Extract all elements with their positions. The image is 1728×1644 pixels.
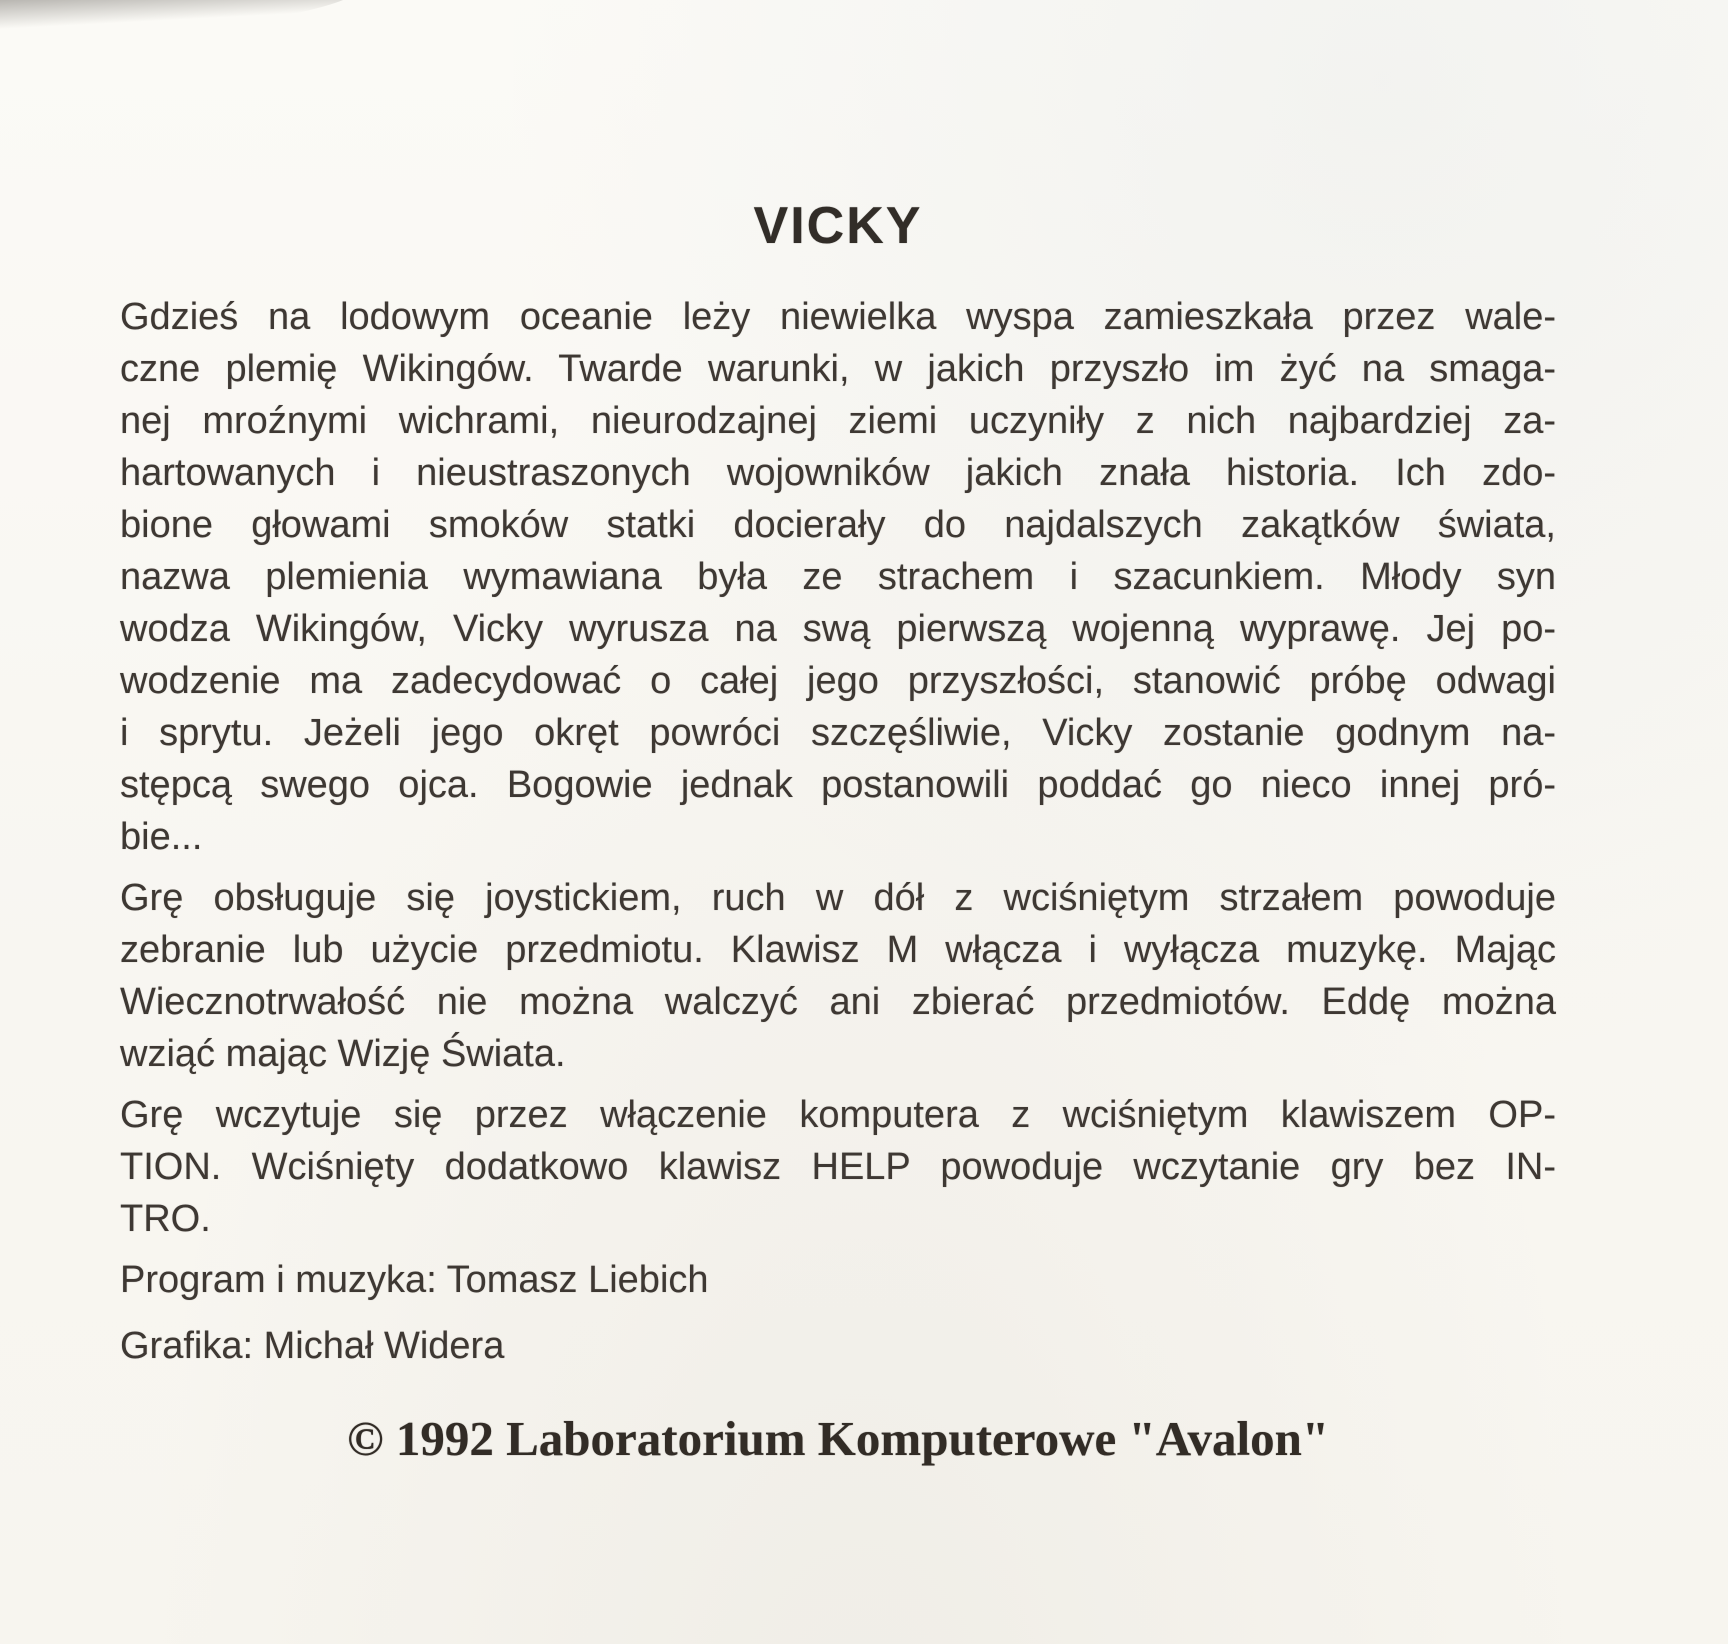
credit-line: Grafika: Michał Widera [120, 1325, 505, 1367]
text-line: TION. Wciśnięty dodatkowo klawisz HELP powoduje wczytanie gry bez IN- [120, 1146, 1556, 1188]
text-line: wodza Wikingów, Vicky wyrusza na swą pierwszą wojenną wyprawę. Jej po- [120, 608, 1556, 650]
credit-line: Program i muzyka: Tomasz Liebich [120, 1259, 709, 1301]
credits [120, 1254, 1556, 1372]
text-line: hartowanych i nieustraszonych wojowników jakich znała historia. Ich zdo- [120, 452, 1556, 494]
text-line: Grę wczytuje się przez włączenie komputera z wciśniętym klawiszem OP- [120, 1094, 1556, 1136]
text-line: zebranie lub użycie przedmiotu. Klawisz M włącza i wyłącza muzykę. Mając [120, 929, 1556, 971]
text-line: bie... [120, 816, 203, 858]
copyright-footer: © 1992 Laboratorium Komputerowe "Avalon" [346, 1411, 1330, 1466]
text-line: wziąć mając Wizję Świata. [120, 1033, 566, 1075]
paragraph [120, 291, 1556, 863]
text-line: TRO. [120, 1198, 211, 1240]
scan-artifact-corner [0, 0, 361, 47]
text-line: Grę obsługuje się joystickiem, ruch w dół z wciśniętym strzałem powoduje [120, 877, 1556, 919]
text-line: nej mroźnymi wichrami, nieurodzajnej ziemi uczyniły z nich najbardziej za- [120, 400, 1556, 442]
text-line: i sprytu. Jeżeli jego okręt powróci szczęśliwie, Vicky zostanie godnym na- [120, 712, 1556, 754]
text-line: nazwa plemienia wymawiana była ze strachem i szacunkiem. Młody syn [120, 556, 1556, 598]
text-line: stępcą swego ojca. Bogowie jednak postanowili poddać go nieco innej pró- [120, 764, 1556, 806]
text-line: wodzenie ma zadecydować o całej jego przyszłości, stanowić próbę odwagi [120, 660, 1556, 702]
text-line: bione głowami smoków statki docierały do najdalszych zakątków świata, [120, 504, 1556, 546]
paragraph [120, 872, 1556, 1080]
paragraph [120, 1089, 1556, 1245]
text-line: Wiecznotrwałość nie można walczyć ani zbierać przedmiotów. Eddę można [120, 981, 1556, 1023]
text-line: Gdzieś na lodowym oceanie leży niewielka wyspa zamieszkała przez wale- [120, 296, 1556, 338]
page-title: VICKY [753, 197, 923, 255]
body-text [120, 291, 1556, 1386]
text-line: czne plemię Wikingów. Twarde warunki, w jakich przyszło im żyć na smaga- [120, 348, 1556, 390]
paragraphs [120, 291, 1556, 1245]
